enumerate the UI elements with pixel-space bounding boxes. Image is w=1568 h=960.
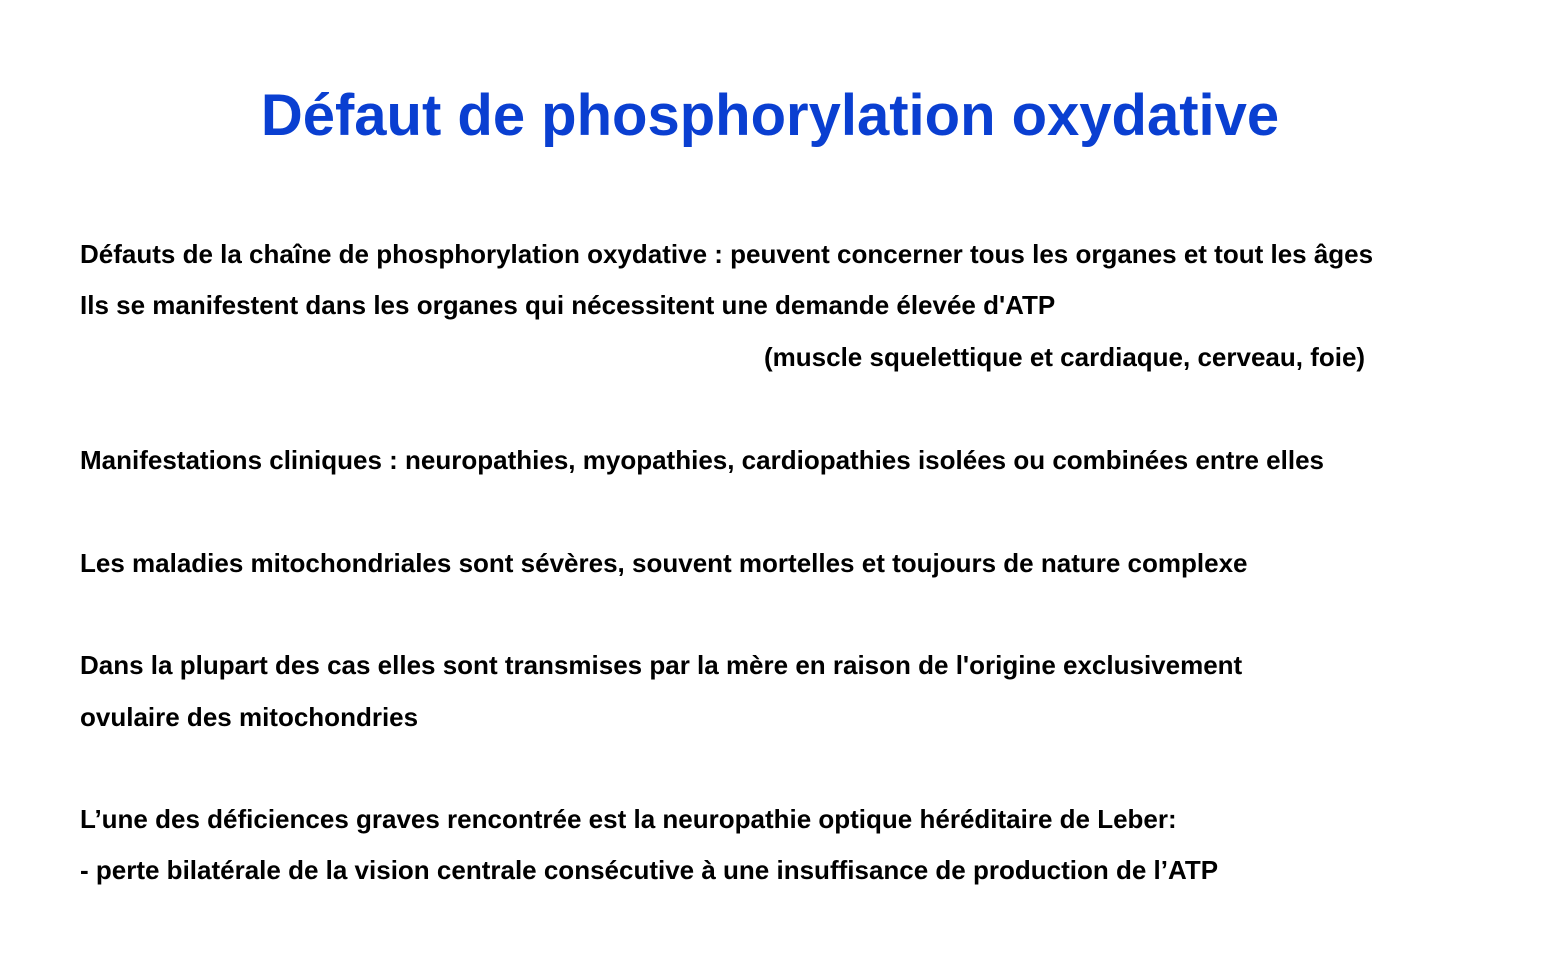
text-line-maternal: Dans la plupart des cas elles sont transmises par la mère en raison de l'origine exclusivement: [80, 650, 1243, 680]
text-line-organ-examples: (muscle squelettique et cardiaque, cerveau, foie): [764, 342, 1366, 372]
text-line-severity: Les maladies mitochondriales sont sévères, souvent mortelles et toujours de nature complexe: [80, 548, 1248, 578]
slide-title: Défaut de phosphorylation oxydative: [260, 83, 1280, 148]
text-line-leber: L’une des déficiences graves rencontrée est la neuropathie optique héréditaire de Leber:: [80, 804, 1177, 834]
text-line-organs: Défauts de la chaîne de phosphorylation oxydative : peuvent concerner tous les organes et tout les âges: [80, 239, 1374, 269]
text-line-atp-demand: Ils se manifestent dans les organes qui nécessitent une demande élevée d'ATP: [80, 290, 1056, 320]
text-line-vision-loss: - perte bilatérale de la vision centrale consécutive à une insuffisance de production de l’ATP: [80, 855, 1219, 885]
text-line-clinical: Manifestations cliniques : neuropathies, myopathies, cardiopathies isolées ou combinées entre elles: [80, 445, 1325, 475]
text-line-ovular: ovulaire des mitochondries: [80, 702, 419, 732]
